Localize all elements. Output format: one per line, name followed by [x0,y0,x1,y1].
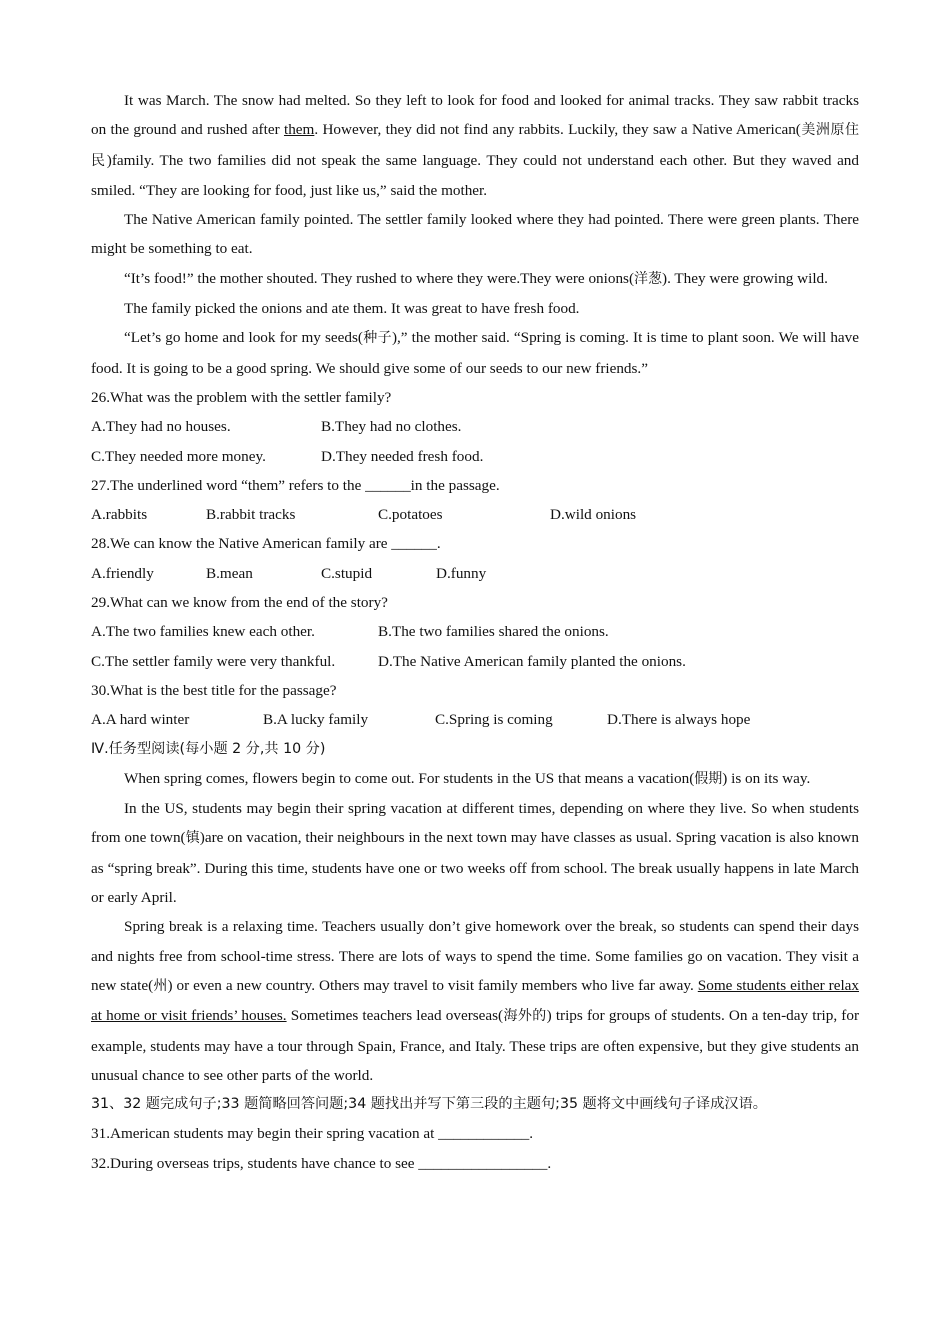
story-paragraph-5 [91,323,859,383]
chinese-gloss: 美洲原住民 [91,122,859,169]
question-29: 29.What can we know from the end of the story? [91,594,388,612]
text: It was March. The snow had melted. So they left to look for food and looked for animal tracks. They saw rabbit tracks on the ground and rushed after [91,92,859,139]
option-d: D.The Native American family planted the onions. [378,652,686,670]
option-a: A.A hard winter [91,711,190,729]
option-d: D.wild onions [550,506,637,524]
question-30-options [91,705,859,734]
option-b: B.The two families shared the onions. [378,623,609,641]
option-a: A.They had no houses. [91,418,231,436]
text: ). They were growing wild. [662,269,828,287]
question-30: 30.What is the best title for the passage? [91,681,337,699]
option-b: B.A lucky family [263,711,369,729]
underlined-sentence: Some students either relax at home or visit friends’ houses. [91,976,860,1025]
question-28: 28.We can know the Native American family are ______. [91,535,441,553]
option-c: C.Spring is coming [435,711,553,729]
question-26-options [91,412,859,441]
option-d: D.They needed fresh food. [321,447,484,465]
text: ),” the mother said. “Spring is coming. It is time to plant soon. We will have food. It is going to be a good spring. We should give some of our seeds to our new friends.” [91,329,860,377]
chinese-gloss: 镇 [185,830,200,847]
question-31: 31.American students may begin their spring vacation at ____________. [91,1125,534,1143]
section4-paragraph-2 [91,794,859,912]
section4-paragraph-1 [91,764,859,794]
section-heading: Ⅳ.任务型阅读(每小题 2 分,共 10 分) [91,740,326,757]
option-b: B.They had no clothes. [321,418,462,436]
text: ) trips for groups of students. On a ten-day trip, for example, students may have a tour through Spain, France, and Italy. These trips are often expensive, but they give students an unusual chance to see other parts of the world. [91,1007,860,1084]
question-26: 26.What was the problem with the settler family? [91,388,392,406]
document-page [91,86,859,1178]
question-27: 27.The underlined word “them” refers to the ______in the passage. [91,476,500,494]
text: When spring comes, flowers begin to come out. For students in the US that means a vacation( [124,769,695,787]
text: )family. The two families did not speak the same language. They could not understand each other. But they waved and smiled. “They are looking for food, just like us,” said the mother. [91,151,859,199]
option-c: C.The settler family were very thankful. [91,652,336,670]
story-paragraph-4: The family picked the onions and ate them. It was great to have fresh food. [124,300,580,318]
option-d: D.funny [436,564,487,582]
question-32: 32.During overseas trips, students have chance to see _________________. [91,1154,552,1172]
story-paragraph-3 [91,264,859,294]
text: In the US, students may begin their spring vacation at different times, depending on where they live. So when students from one town( [91,800,859,847]
option-c: C.stupid [321,564,373,582]
option-a: A.The two families knew each other. [91,623,315,641]
text: Sometimes teachers lead overseas( [286,1007,504,1025]
text: . However, they did not find any rabbits. Luckily, they saw a Native American( [314,121,801,139]
task-instructions: 31、32 题完成句子;33 题简略回答问题;34 题找出并写下第三段的主题句;35 题将文中画线句子译成汉语。 [91,1096,767,1113]
text: “Let’s go home and look for my seeds( [124,329,363,347]
option-c: C.potatoes [378,506,443,524]
question-29-options [91,617,859,646]
chinese-gloss: 海外的 [503,1008,547,1025]
text: Spring break is a relaxing time. Teachers usually don’t give homework over the break, so students can spend their days and nights free from school-time stress. There are lots of ways to spend the time. Some families go on vacation. They visit a new state( [91,918,859,994]
option-a: A.rabbits [91,506,148,524]
chinese-gloss: 州 [153,977,168,994]
question-29-options-2 [91,647,859,676]
question-26-options-2 [91,442,859,471]
chinese-gloss: 种子 [362,330,392,347]
story-paragraph-1 [91,86,859,205]
option-b: B.mean [206,564,253,582]
text: ) or even a new country. Others may travel to visit family members who live far away. [167,976,698,994]
underlined-word-them: them [283,121,315,139]
story-paragraph-2: The Native American family pointed. The settler family looked where they had pointed. There were green plants. There might be something to eat. [91,211,859,258]
section4-paragraph-3 [91,912,859,1090]
chinese-gloss: 假期 [694,770,723,787]
text: “It’s food!” the mother shouted. They rushed to where they were.They were onions( [124,269,635,287]
question-28-options [91,559,859,588]
text: )are on vacation, their neighbours in the next town may have classes as usual. Spring vacation is also known as “spring break”. During this time, students have one or two weeks off from school. The break usually happens in late March or early April. [91,829,859,907]
question-27-options [91,500,859,529]
option-b: B.rabbit tracks [206,506,296,524]
option-d: D.There is always hope [607,711,751,729]
option-c: C.They needed more money. [91,447,266,465]
text: ) is on its way. [722,769,811,787]
chinese-gloss: 洋葱 [634,270,663,287]
option-a: A.friendly [91,564,154,582]
